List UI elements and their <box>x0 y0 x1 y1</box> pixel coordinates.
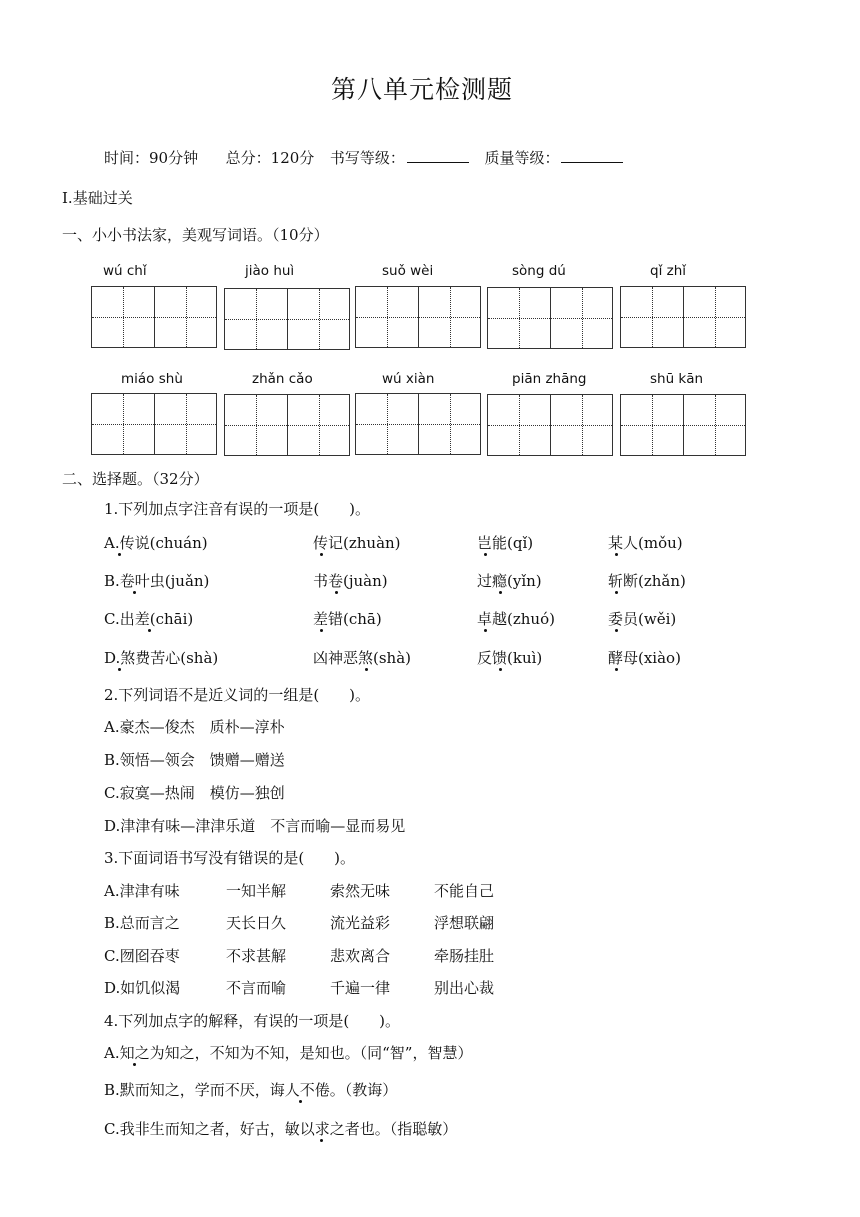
emphasis-dot <box>615 629 618 632</box>
section-1-heading: 一、小小书法家，美观写词语。（10分） <box>62 226 329 244</box>
q2-option-d[interactable]: D.津津有味—津津乐道 不言而喻—显而易见 <box>104 817 406 835</box>
q1-option-a-item: 某人(mǒu) <box>608 534 683 552</box>
pinyin-label: piān zhāng <box>512 371 587 387</box>
pinyin-label: zhǎn cǎo <box>252 371 313 387</box>
q3-option-b-item: 流光益彩 <box>330 914 391 932</box>
emphasis-dot <box>320 629 323 632</box>
pinyin-label: suǒ wèi <box>382 263 434 279</box>
emphasis-dot <box>118 553 121 556</box>
emphasis-dot <box>320 553 323 556</box>
writing-grid[interactable] <box>620 286 746 348</box>
q1-option-d-item: 酵母(xiào) <box>608 649 681 667</box>
emphasis-dot <box>615 591 618 594</box>
info-line <box>104 147 623 168</box>
writing-grade-label: 书写等级： <box>329 149 405 167</box>
writing-grid[interactable] <box>224 288 350 350</box>
q1-option-b[interactable]: B.卷叶虫(juǎn) <box>104 572 210 590</box>
pinyin-label: sòng dú <box>512 263 566 279</box>
q3-option-d-item: 不言而喻 <box>226 979 287 997</box>
q1-option-a-item: 岂能(qǐ) <box>477 534 534 552</box>
q1-option-b-item: 斩断(zhǎn) <box>608 572 686 590</box>
section-2-heading: 二、选择题。（32分） <box>62 470 209 488</box>
emphasis-dot <box>499 668 502 671</box>
quality-grade-label: 质量等级： <box>484 149 560 167</box>
q1-option-d-item: 凶神恶煞(shà) <box>313 649 412 667</box>
writing-grid[interactable] <box>487 394 613 456</box>
emphasis-dot <box>484 629 487 632</box>
pinyin-label: jiào huì <box>245 263 295 279</box>
page-title: 第八单元检测题 <box>331 75 514 104</box>
q4-option-c[interactable]: C.我非生而知之者，好古，敏以求之者也。（指聪敏） <box>104 1120 458 1138</box>
q3-option-a-item: 不能自己 <box>434 882 495 900</box>
emphasis-dot <box>133 1063 136 1066</box>
q3-option-b[interactable]: B.总而言之 <box>104 914 180 932</box>
q3-option-d-item: 千遍一律 <box>330 979 391 997</box>
question-3-stem: 3.下面词语书写没有错误的是( )。 <box>104 849 356 867</box>
question-4-stem: 4.下列加点字的解释，有误的一项是( )。 <box>104 1012 401 1030</box>
pinyin-label: wú chǐ <box>103 263 147 279</box>
q1-option-d[interactable]: D.煞费苦心(shà) <box>104 649 219 667</box>
question-2-stem: 2.下列词语不是近义词的一组是( )。 <box>104 686 371 704</box>
q1-option-a[interactable]: A.传说(chuán) <box>104 534 208 552</box>
emphasis-dot <box>365 668 368 671</box>
writing-grid[interactable] <box>355 393 481 455</box>
emphasis-dot <box>148 629 151 632</box>
writing-grid[interactable] <box>620 394 746 456</box>
emphasis-dot <box>615 668 618 671</box>
q1-option-c[interactable]: C.出差(chāi) <box>104 610 194 628</box>
q1-option-b-item: 过瘾(yǐn) <box>477 572 542 590</box>
q4-option-a[interactable]: A.知之为知之，不知为不知，是知也。（同“智”，智慧） <box>104 1044 473 1062</box>
total-score-label: 总分：120分 <box>225 149 315 167</box>
writing-grid[interactable] <box>91 286 217 348</box>
writing-grid[interactable] <box>91 393 217 455</box>
q1-option-a-item: 传记(zhuàn) <box>313 534 401 552</box>
q3-option-d[interactable]: D.如饥似渴 <box>104 979 181 997</box>
q3-option-c-item: 悲欢离合 <box>330 947 391 965</box>
q1-option-b-item: 书卷(juàn) <box>313 572 388 590</box>
emphasis-dot <box>615 553 618 556</box>
q1-option-d-item: 反馈(kuì) <box>477 649 543 667</box>
q4-option-b[interactable]: B.默而知之，学而不厌，诲人不倦。（教诲） <box>104 1081 398 1099</box>
emphasis-dot <box>133 591 136 594</box>
q3-option-d-item: 别出心裁 <box>434 979 495 997</box>
q3-option-a-item: 索然无味 <box>330 882 391 900</box>
emphasis-dot <box>484 553 487 556</box>
q3-option-c[interactable]: C.囫囵吞枣 <box>104 947 180 965</box>
emphasis-dot <box>320 1139 323 1142</box>
question-1-stem: 1.下列加点字注音有误的一项是( )。 <box>104 500 371 518</box>
q3-option-a-item: 一知半解 <box>226 882 287 900</box>
writing-grid[interactable] <box>224 394 350 456</box>
q2-option-c[interactable]: C.寂寞—热闹 模仿—独创 <box>104 784 285 802</box>
emphasis-dot <box>499 591 502 594</box>
q3-option-b-item: 天长日久 <box>226 914 287 932</box>
q3-option-a[interactable]: A.津津有味 <box>104 882 180 900</box>
pinyin-label: miáo shù <box>121 371 183 387</box>
writing-grid[interactable] <box>487 287 613 349</box>
writing-grid[interactable] <box>355 286 481 348</box>
q1-option-c-item: 差错(chā) <box>313 610 382 628</box>
pinyin-label: wú xiàn <box>382 371 435 387</box>
quality-grade-blank[interactable] <box>561 148 623 163</box>
q1-option-c-item: 委员(wěi) <box>608 610 677 628</box>
emphasis-dot <box>335 591 338 594</box>
emphasis-dot <box>299 1100 302 1103</box>
pinyin-label: shū kān <box>650 371 704 387</box>
time-label: 时间：90分钟 <box>104 149 199 167</box>
q1-option-c-item: 卓越(zhuó) <box>477 610 555 628</box>
q3-option-b-item: 浮想联翩 <box>434 914 495 932</box>
part-heading: Ⅰ.基础过关 <box>62 189 133 207</box>
pinyin-label: qǐ zhǐ <box>650 263 687 279</box>
writing-grade-blank[interactable] <box>407 148 469 163</box>
emphasis-dot <box>118 668 121 671</box>
q2-option-b[interactable]: B.领悟—领会 馈赠—赠送 <box>104 751 285 769</box>
q2-option-a[interactable]: A.豪杰—俊杰 质朴—淳朴 <box>104 718 285 736</box>
q3-option-c-item: 不求甚解 <box>226 947 287 965</box>
q3-option-c-item: 牵肠挂肚 <box>434 947 495 965</box>
